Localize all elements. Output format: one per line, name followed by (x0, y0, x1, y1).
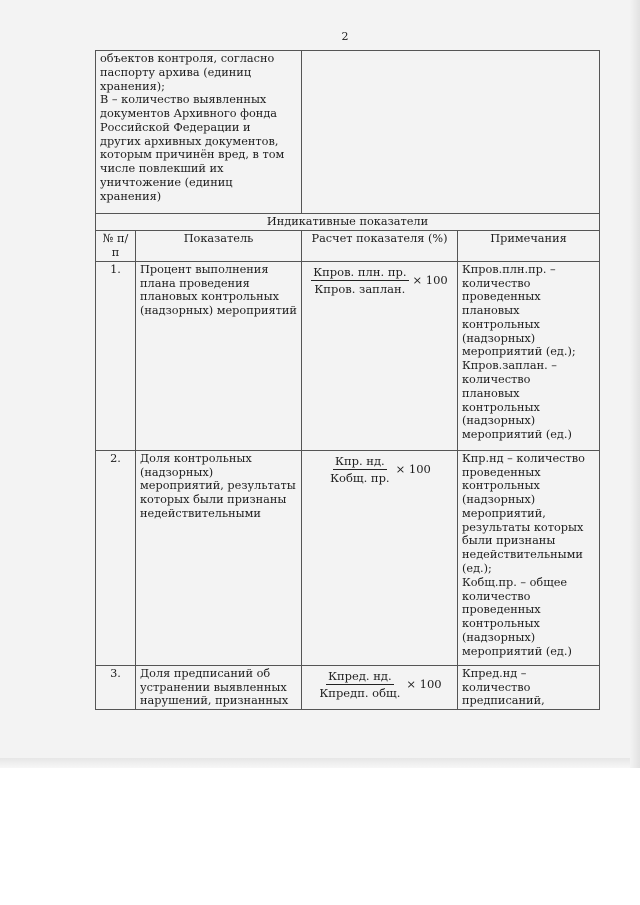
formula-denominator: Кпров. заплан. (314, 281, 406, 296)
table-row (96, 450, 600, 665)
formula-denominator: Кобщ. пр. (330, 470, 390, 485)
formula-numerator: Кпр. нд. (333, 454, 387, 470)
note-cell: Кпред.нд – количество предписаний, (458, 665, 600, 709)
header-row (96, 230, 600, 261)
formula-numerator: Кпред. нд. (326, 669, 394, 685)
fraction (317, 669, 402, 700)
header-formula: Расчет показателя (%) (302, 230, 458, 261)
formula (306, 669, 453, 700)
formula-cell (302, 261, 458, 450)
header-num: № п/п (96, 230, 136, 261)
table-row (96, 665, 600, 709)
scan-shadow-right (630, 0, 640, 768)
formula-multiplier: × 100 (395, 462, 431, 477)
section-row (96, 214, 600, 231)
indicator-name: Процент выполнения плана проведения плановых контрольных (надзорных) мероприятий (136, 261, 302, 450)
formula (306, 454, 453, 485)
header-notes: Примечания (458, 230, 600, 261)
formula-cell (302, 450, 458, 665)
formula-multiplier: × 100 (412, 273, 448, 288)
note-cell: Кпров.плн.пр. – количество проведенных плановых контрольных (надзорных) мероприятий (ед.); Кпров.заплан. – количество плановых контрольных (надзорных) мероприятий (ед.) (458, 261, 600, 450)
formula-numerator: Кпров. плн. пр. (311, 265, 408, 281)
row-number: 1. (96, 261, 136, 450)
indicator-name: Доля предписаний об устранении выявленных нарушений, признанных (136, 665, 302, 709)
fraction (328, 454, 391, 485)
fraction (311, 265, 408, 296)
row-number: 2. (96, 450, 136, 665)
indicator-name: Доля контрольных (надзорных) мероприятий, результаты которых были признаны недействительными (136, 450, 302, 665)
row-number: 3. (96, 665, 136, 709)
indicators-table (95, 50, 600, 710)
formula (306, 265, 453, 296)
formula-cell (302, 665, 458, 709)
table-row (96, 261, 600, 450)
header-indicator: Показатель (136, 230, 302, 261)
page-number: 2 (341, 30, 349, 43)
scan-shadow-bottom (0, 758, 640, 768)
formula-multiplier: × 100 (406, 677, 442, 692)
formula-denominator: Кпредп. общ. (319, 685, 401, 700)
continuation-row (96, 51, 600, 214)
section-title: Индикативные показатели (96, 214, 600, 231)
continuation-text: объектов контроля, согласно паспорту архива (единиц хранения); В – количество выявленных документов Архивного фонда Российской Федерации и других архивных документов, которым причинён вред, в том числе повлекший их уничтожение (единиц хранения) (100, 52, 285, 203)
continuation-empty-cell (302, 51, 600, 214)
note-cell: Кпр.нд – количество проведенных контрольных (надзорных) мероприятий, результаты которых были признаны недействительными (ед.); Кобщ.пр. – общее количество проведенных контрольных (надзорных) мероприятий (ед.) (458, 450, 600, 665)
continuation-cell (96, 51, 302, 214)
